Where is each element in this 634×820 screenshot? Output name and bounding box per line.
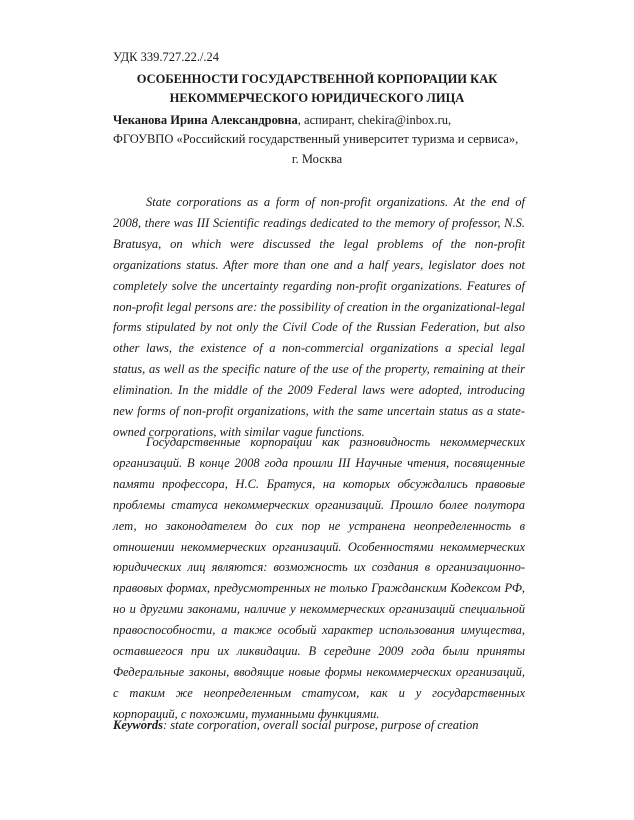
author-block: [113, 111, 543, 149]
abstract-russian: Государственные корпорации как разновидность некоммерческих организаций. В конце 2008 года прошли III Научные чтения, посвященные памяти профессора, Н.С. Братуся, на которых обсуждались правовые проблемы статуса некоммерческих организаций. Прошло более полутора лет, но законодателем до сих пор не устранена неопределенность в отношении некоммерческих организаций. Особенностями некоммерческих юридических лиц являются: возможность их создания в организационно-правовых формах, предусмотренных не только Гражданским Кодексом РФ, но и другими законами, наличие у некоммерческих организаций специальной правоспособности, а также особый характер использования имущества, оставшегося при их ликвидации. В середине 2009 года были приняты Федеральные законы, вводящие новые формы некоммерческих организаций, с таким же неопределенным статусом, как и у государственных корпораций, с похожими, туманными функциями.: [113, 435, 525, 721]
author-city: г. Москва: [291, 152, 343, 166]
keywords-text: : state corporation, overall social purpose, purpose of creation: [163, 718, 479, 732]
keywords-line: [113, 716, 533, 734]
article-title-line-2: НЕКОММЕРЧЕСКОГО ЮРИДИЧЕСКОГО ЛИЦА: [169, 91, 465, 105]
udk-code: УДК 339.727.22./.24: [113, 50, 220, 64]
keywords-label: Keywords: [113, 718, 163, 732]
author-affiliation: ФГОУВПО «Российский государственный университет туризма и сервиса»,: [113, 132, 519, 146]
article-title: [100, 70, 534, 108]
author-line: [113, 111, 543, 130]
abstract-english: State corporations as a form of non-profit organizations. At the end of 2008, there was III Scientific readings dedicated to the memory of professor, N.S. Bratusya, on which were discussed the legal problems of the non-profit organizations status. After more than one and a half years, legislator does not completely solve the uncertainty regarding non-profit organizations. Features of non-profit legal persons are: the possibility of creation in the organizational-legal forms stipulated by not only the Civil Code of the Russian Federation, but also other laws, the existence of a non-commercial organizations a special legal status, as well as the specific nature of the use of the property, remaining at their elimination. In the middle of the 2009 Federal laws were adopted, introducing new forms of non-profit organizations, with the same uncertain status as a state-owned corporations, with similar vague functions.: [113, 195, 525, 439]
author-name: Чеканова Ирина Александровна: [113, 113, 298, 127]
author-details: , аспирант, chekira@inbox.ru,: [297, 113, 452, 127]
article-title-line-1: ОСОБЕННОСТИ ГОСУДАРСТВЕННОЙ КОРПОРАЦИИ КАК: [136, 72, 498, 86]
